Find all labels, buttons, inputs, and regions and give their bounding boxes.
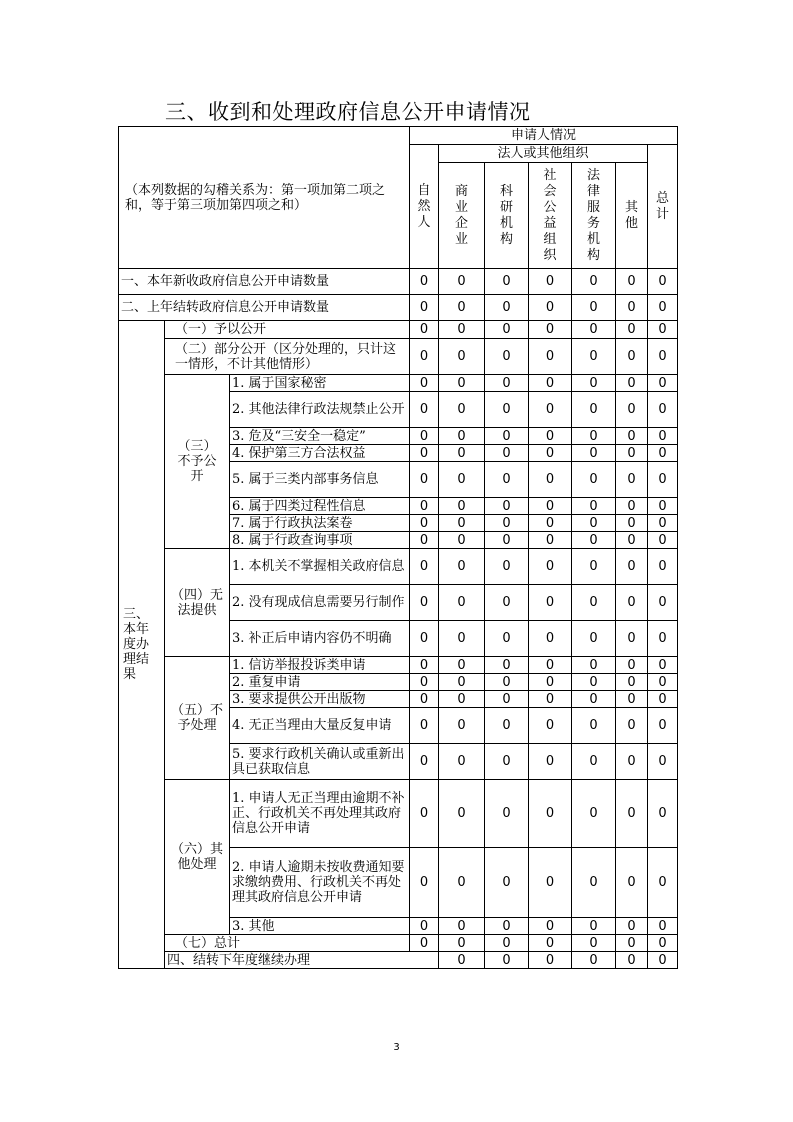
- table-row: [119, 780, 678, 848]
- table-row: [119, 549, 678, 585]
- row-label: 二、上年结转政府信息公开申请数量: [119, 295, 410, 321]
- cell-value: 0: [439, 428, 485, 445]
- table-row: [119, 935, 678, 952]
- cell-value: 0: [648, 780, 678, 848]
- section-3-label: 三、本年度办理结果: [119, 321, 165, 969]
- group-label: （三）不予公开: [165, 375, 230, 549]
- cell-value: 0: [572, 780, 616, 848]
- row-label: 1. 属于国家秘密: [230, 375, 410, 392]
- cell-value: 0: [572, 321, 616, 339]
- cell-value: 0: [485, 621, 529, 657]
- cell-value: 0: [485, 549, 529, 585]
- cell-value: 0: [410, 585, 439, 621]
- cell-value: 0: [648, 674, 678, 691]
- group-label: （四）无法提供: [165, 549, 230, 657]
- cell-value: 0: [529, 462, 572, 498]
- cell-value: 0: [572, 708, 616, 744]
- cell-value: 0: [410, 428, 439, 445]
- col-research: 科研机构: [485, 163, 529, 269]
- cell-value: 0: [616, 462, 648, 498]
- cell-value: 0: [529, 744, 572, 780]
- cell-value: 0: [485, 392, 529, 428]
- cell-value: 0: [410, 780, 439, 848]
- cell-value: 0: [439, 295, 485, 321]
- cell-value: 0: [529, 935, 572, 952]
- cell-value: 0: [439, 780, 485, 848]
- row-label: 4. 保护第三方合法权益: [230, 445, 410, 462]
- cell-value: 0: [529, 428, 572, 445]
- table-row: [119, 321, 678, 339]
- cell-value: 0: [572, 744, 616, 780]
- cell-value: 0: [648, 392, 678, 428]
- cell-value: 0: [616, 269, 648, 295]
- cell-value: 0: [616, 375, 648, 392]
- cell-value: 0: [439, 321, 485, 339]
- cell-value: 0: [648, 428, 678, 445]
- cell-value: 0: [616, 935, 648, 952]
- cell-value: 0: [529, 269, 572, 295]
- cell-value: 0: [485, 321, 529, 339]
- cell-value: 0: [410, 321, 439, 339]
- table-row: [119, 657, 678, 674]
- row-label: 3. 补正后申请内容仍不明确: [230, 621, 410, 657]
- cell-value: 0: [572, 918, 616, 935]
- cell-value: 0: [616, 657, 648, 674]
- cell-value: 0: [529, 321, 572, 339]
- row-label: 1. 本机关不掌握相关政府信息: [230, 549, 410, 585]
- cell-value: 0: [529, 532, 572, 549]
- cell-value: 0: [410, 691, 439, 708]
- row-label: 4. 无正当理由大量反复申请: [230, 708, 410, 744]
- cell-value: 0: [439, 445, 485, 462]
- cell-value: 0: [529, 375, 572, 392]
- cell-value: 0: [410, 462, 439, 498]
- cell-value: 0: [648, 295, 678, 321]
- cell-value: 0: [616, 392, 648, 428]
- cell-value: 0: [529, 708, 572, 744]
- cell-value: 0: [616, 515, 648, 532]
- cell-value: 0: [529, 445, 572, 462]
- cell-value: 0: [529, 780, 572, 848]
- cell-value: 0: [410, 515, 439, 532]
- page-number: 3: [393, 1042, 400, 1053]
- table-row: [119, 375, 678, 392]
- cell-value: 0: [410, 339, 439, 375]
- cell-value: 0: [439, 498, 485, 515]
- table-row: [119, 295, 678, 321]
- cell-value: 0: [439, 744, 485, 780]
- cell-value: 0: [439, 691, 485, 708]
- cell-value: 0: [439, 848, 485, 918]
- cell-value: 0: [648, 339, 678, 375]
- cell-value: 0: [572, 657, 616, 674]
- cell-value: 0: [410, 375, 439, 392]
- disclosure-table: [118, 126, 678, 969]
- cell-value: 0: [410, 532, 439, 549]
- cell-value: 0: [572, 674, 616, 691]
- cell-value: 0: [439, 708, 485, 744]
- cell-value: 0: [648, 935, 678, 952]
- cell-value: 0: [529, 498, 572, 515]
- cell-value: 0: [485, 918, 529, 935]
- row-label: 3. 其他: [230, 918, 410, 935]
- cell-value: 0: [529, 952, 572, 969]
- cell-value: 0: [485, 657, 529, 674]
- cell-value: 0: [572, 269, 616, 295]
- cell-value: 0: [410, 918, 439, 935]
- col-natural-person: 自然人: [410, 145, 439, 269]
- row-label: 2. 申请人逾期未按收费通知要求缴纳费用、行政机关不再处理其政府信息公开申请: [230, 848, 410, 918]
- cell-value: 0: [616, 445, 648, 462]
- group-label: （五）不予处理: [165, 657, 230, 780]
- table-row: [119, 952, 678, 969]
- row-label: 6. 属于四类过程性信息: [230, 498, 410, 515]
- cell-value: 0: [485, 532, 529, 549]
- cell-value: 0: [572, 691, 616, 708]
- cell-value: 0: [616, 780, 648, 848]
- cell-value: 0: [485, 848, 529, 918]
- row-label: 一、本年新收政府信息公开申请数量: [119, 269, 410, 295]
- row-label: 3. 要求提供公开出版物: [230, 691, 410, 708]
- row-label: 2. 其他法律行政法规禁止公开: [230, 392, 410, 428]
- cell-value: 0: [572, 339, 616, 375]
- cell-value: 0: [529, 549, 572, 585]
- cell-value: 0: [439, 935, 485, 952]
- row-label: 8. 属于行政查询事项: [230, 532, 410, 549]
- cell-value: 0: [648, 321, 678, 339]
- cell-value: 0: [529, 392, 572, 428]
- cell-value: 0: [439, 674, 485, 691]
- cell-value: 0: [529, 295, 572, 321]
- cell-value: 0: [648, 691, 678, 708]
- cell-value: 0: [529, 848, 572, 918]
- row-label: 1. 信访举报投诉类申请: [230, 657, 410, 674]
- cell-value: 0: [529, 657, 572, 674]
- cell-value: 0: [648, 498, 678, 515]
- cell-value: 0: [648, 585, 678, 621]
- cell-value: 0: [572, 532, 616, 549]
- cell-value: 0: [572, 428, 616, 445]
- cell-value: 0: [572, 848, 616, 918]
- cell-value: 0: [485, 498, 529, 515]
- header-note: （本列数据的勾稽关系为：第一项加第二项之和，等于第三项加第四项之和）: [119, 127, 410, 269]
- cell-value: 0: [529, 585, 572, 621]
- header-applicant: 申请人情况: [410, 127, 678, 145]
- cell-value: 0: [616, 428, 648, 445]
- cell-value: 0: [572, 515, 616, 532]
- section-title: 三、收到和处理政府信息公开申请情况: [165, 100, 531, 124]
- table-row: [119, 339, 678, 375]
- cell-value: 0: [529, 515, 572, 532]
- cell-value: 0: [485, 691, 529, 708]
- cell-value: 0: [529, 674, 572, 691]
- row-label: 2. 没有现成信息需要另行制作: [230, 585, 410, 621]
- cell-value: 0: [648, 657, 678, 674]
- cell-value: 0: [572, 392, 616, 428]
- col-public-welfare: 社会公益组织: [529, 163, 572, 269]
- col-other: 其他: [616, 163, 648, 269]
- cell-value: 0: [572, 621, 616, 657]
- cell-value: 0: [616, 691, 648, 708]
- cell-value: 0: [410, 269, 439, 295]
- row-label: （二）部分公开（区分处理的，只计这一情形，不计其他情形）: [165, 339, 410, 375]
- cell-value: 0: [485, 708, 529, 744]
- cell-value: 0: [572, 462, 616, 498]
- cell-value: 0: [648, 708, 678, 744]
- cell-value: 0: [439, 375, 485, 392]
- cell-value: 0: [648, 462, 678, 498]
- cell-value: 0: [572, 549, 616, 585]
- cell-value: 0: [485, 428, 529, 445]
- cell-value: 0: [485, 339, 529, 375]
- cell-value: 0: [439, 952, 485, 969]
- cell-value: 0: [410, 549, 439, 585]
- cell-value: 0: [572, 498, 616, 515]
- cell-value: 0: [529, 339, 572, 375]
- cell-value: 0: [485, 375, 529, 392]
- cell-value: 0: [410, 295, 439, 321]
- cell-value: 0: [485, 515, 529, 532]
- row-label: 7. 属于行政执法案卷: [230, 515, 410, 532]
- cell-value: 0: [616, 918, 648, 935]
- cell-value: 0: [410, 657, 439, 674]
- col-legal-service: 法律服务机构: [572, 163, 616, 269]
- cell-value: 0: [439, 918, 485, 935]
- cell-value: 0: [410, 621, 439, 657]
- cell-value: 0: [439, 392, 485, 428]
- cell-value: 0: [410, 708, 439, 744]
- cell-value: 0: [439, 532, 485, 549]
- row-label: 5. 属于三类内部事务信息: [230, 462, 410, 498]
- cell-value: 0: [439, 462, 485, 498]
- cell-value: 0: [616, 321, 648, 339]
- cell-value: 0: [529, 691, 572, 708]
- cell-value: 0: [572, 445, 616, 462]
- row-label: 5. 要求行政机关确认或重新出具已获取信息: [230, 744, 410, 780]
- col-commercial: 商业企业: [439, 163, 485, 269]
- cell-value: 0: [616, 744, 648, 780]
- row-label: 3. 危及“三安全一稳定”: [230, 428, 410, 445]
- cell-value: 0: [616, 952, 648, 969]
- cell-value: 0: [648, 532, 678, 549]
- cell-value: 0: [485, 935, 529, 952]
- cell-value: 0: [485, 952, 529, 969]
- cell-value: 0: [410, 498, 439, 515]
- cell-value: 0: [439, 515, 485, 532]
- cell-value: 0: [410, 935, 439, 952]
- cell-value: 0: [485, 674, 529, 691]
- cell-value: 0: [529, 918, 572, 935]
- cell-value: 0: [410, 445, 439, 462]
- cell-value: 0: [529, 621, 572, 657]
- cell-value: 0: [616, 674, 648, 691]
- cell-value: 0: [485, 445, 529, 462]
- col-total: 总计: [648, 145, 678, 269]
- header-legal-group: 法人或其他组织: [439, 145, 648, 163]
- row-label: 1. 申请人无正当理由逾期不补正、行政机关不再处理其政府信息公开申请: [230, 780, 410, 848]
- cell-value: 0: [648, 918, 678, 935]
- cell-value: 0: [439, 657, 485, 674]
- row-label: 2. 重复申请: [230, 674, 410, 691]
- cell-value: 0: [616, 848, 648, 918]
- cell-value: 0: [572, 952, 616, 969]
- cell-value: 0: [648, 621, 678, 657]
- cell-value: 0: [616, 585, 648, 621]
- cell-value: 0: [485, 780, 529, 848]
- table-row: [119, 269, 678, 295]
- cell-value: 0: [648, 952, 678, 969]
- row-label: （七）总计: [165, 935, 410, 952]
- cell-value: 0: [616, 339, 648, 375]
- cell-value: 0: [439, 585, 485, 621]
- cell-value: 0: [648, 744, 678, 780]
- cell-value: 0: [616, 708, 648, 744]
- cell-value: 0: [648, 445, 678, 462]
- cell-value: 0: [572, 295, 616, 321]
- cell-value: 0: [485, 295, 529, 321]
- cell-value: 0: [648, 549, 678, 585]
- cell-value: 0: [439, 621, 485, 657]
- cell-value: 0: [648, 848, 678, 918]
- cell-value: 0: [572, 935, 616, 952]
- cell-value: 0: [410, 674, 439, 691]
- cell-value: 0: [616, 295, 648, 321]
- row-label: （一）予以公开: [165, 321, 410, 339]
- cell-value: 0: [439, 549, 485, 585]
- cell-value: 0: [410, 744, 439, 780]
- cell-value: 0: [485, 269, 529, 295]
- cell-value: 0: [485, 585, 529, 621]
- cell-value: 0: [648, 515, 678, 532]
- cell-value: 0: [616, 621, 648, 657]
- cell-value: 0: [648, 269, 678, 295]
- cell-value: 0: [485, 462, 529, 498]
- cell-value: 0: [572, 375, 616, 392]
- cell-value: 0: [439, 339, 485, 375]
- cell-value: 0: [648, 375, 678, 392]
- cell-value: 0: [485, 744, 529, 780]
- cell-value: 0: [572, 585, 616, 621]
- cell-value: 0: [616, 498, 648, 515]
- cell-value: 0: [410, 848, 439, 918]
- cell-value: 0: [616, 549, 648, 585]
- cell-value: 0: [439, 269, 485, 295]
- cell-value: 0: [410, 392, 439, 428]
- row-label: 四、结转下年度继续办理: [165, 952, 439, 969]
- group-label: （六）其他处理: [165, 780, 230, 935]
- cell-value: 0: [616, 532, 648, 549]
